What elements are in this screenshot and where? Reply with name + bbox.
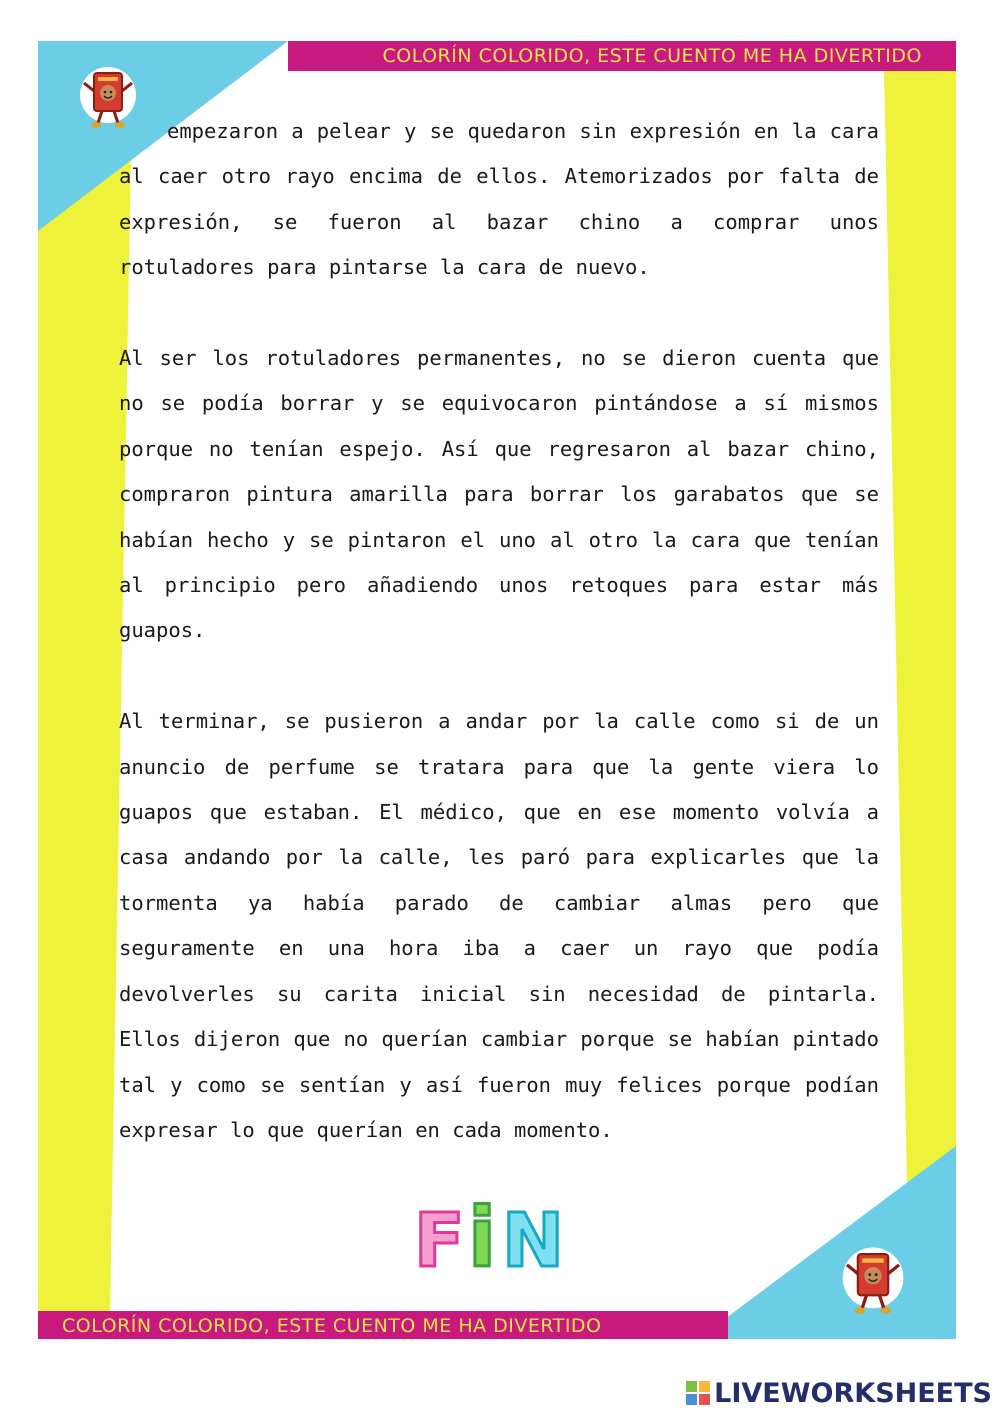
story-text bbox=[119, 109, 879, 1153]
fin-letter-i: i bbox=[468, 1191, 497, 1280]
liveworksheets-logo-text: LIVEWORKSHEETS bbox=[714, 1377, 992, 1409]
liveworksheets-logo-icon bbox=[686, 1381, 710, 1405]
header-banner: COLORÍN COLORIDO, ESTE CUENTO ME HA DIVERTIDO bbox=[288, 41, 956, 71]
footer-banner: COLORÍN COLORIDO, ESTE CUENTO ME HA DIVERTIDO bbox=[38, 1311, 728, 1339]
fin-letter-n: N bbox=[502, 1198, 564, 1280]
story-paragraph: Al ser los rotuladores permanentes, no se dieron cuenta que no se podía borrar y se equivocaron pintándose a sí mismos porque no tenían espejo. Así que regresaron al bazar chino, compraron pintura amarilla para borrar los garabatos que se habían hecho y se pintaron el uno al otro la cara que tenían al principio pero añadiendo unos retoques para estar más guapos. bbox=[119, 346, 879, 643]
book-mascot-icon bbox=[840, 1241, 906, 1317]
story-paragraph: Al terminar, se pusieron a andar por la calle como si de un anuncio de perfume se tratara para que la gente viera lo guapos que estaban. El médico, que en ese momento volvía a casa andando por la calle, les paró para explicarles que la tormenta ya había parado de cambiar almas pero que seguramente en una hora iba a caer un rayo que podía devolverles su carita inicial sin necesidad de pintarla. Ellos dijeron que no querían cambiar porque se habían pintado tal y como se sentían y así fueron muy felices porque podían expresar lo que querían en cada momento. bbox=[119, 709, 879, 1142]
story-paragraph: empezaron a pelear y se quedaron sin expresión en la cara al caer otro rayo encima de ellos. Atemorizados por falta de expresión, se fueron al bazar chino a comprar unos rotuladores para pintarse la cara de nuevo. bbox=[119, 119, 879, 280]
fin-title bbox=[412, 1180, 572, 1280]
fin-letter-f: F bbox=[414, 1198, 465, 1280]
liveworksheets-logo bbox=[686, 1376, 992, 1410]
